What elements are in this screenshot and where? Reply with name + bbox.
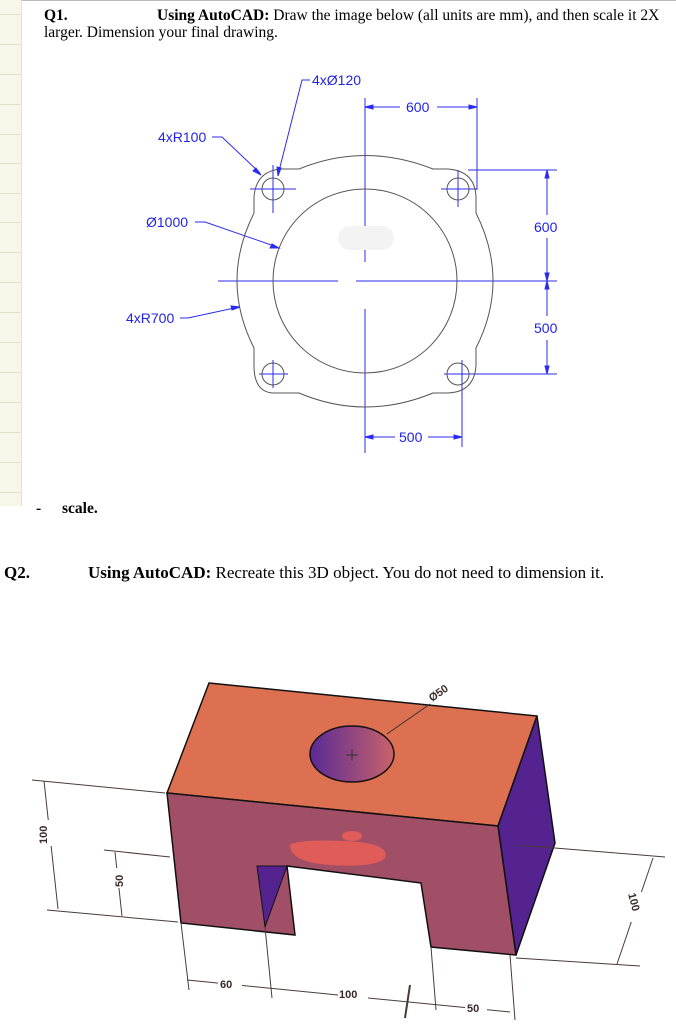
label-opening-width: 100	[339, 989, 358, 1001]
q1-number: Q1.	[44, 7, 68, 24]
label-corner-radius: 4xR100	[158, 129, 207, 145]
label-depth: 100	[625, 891, 642, 913]
label-right-leg-width: 50	[467, 1003, 480, 1015]
label-leg-height: 50	[114, 874, 126, 887]
label-bottom-500: 500	[399, 429, 423, 445]
label-right-500: 500	[534, 320, 558, 336]
bullet-dash: -	[36, 500, 42, 517]
q1-heading-rest: Draw the image below (all units are mm), and then scale it 2X	[269, 7, 660, 24]
q2-heading-bold: Using AutoCAD:	[88, 563, 212, 582]
q1-footer-text: scale.	[62, 500, 98, 517]
label-overall-height: 100	[38, 825, 50, 844]
q1-instruction-line2: larger. Dimension your final drawing.	[44, 24, 278, 41]
q2-heading-rest: Recreate this 3D object. You do not need to dimension it.	[211, 563, 605, 582]
label-holes: 4xØ120	[312, 72, 362, 88]
q2-number: Q2.	[4, 563, 30, 582]
label-outer-radius: 4xR700	[126, 310, 175, 326]
label-left-leg-width: 60	[220, 979, 233, 991]
label-hole-diameter: Ø50	[426, 682, 451, 705]
label-top-600: 600	[406, 99, 430, 115]
q1-heading-bold: Using AutoCAD:	[157, 7, 270, 24]
label-right-600: 600	[534, 219, 558, 235]
label-inner-diameter: Ø1000	[146, 214, 189, 230]
